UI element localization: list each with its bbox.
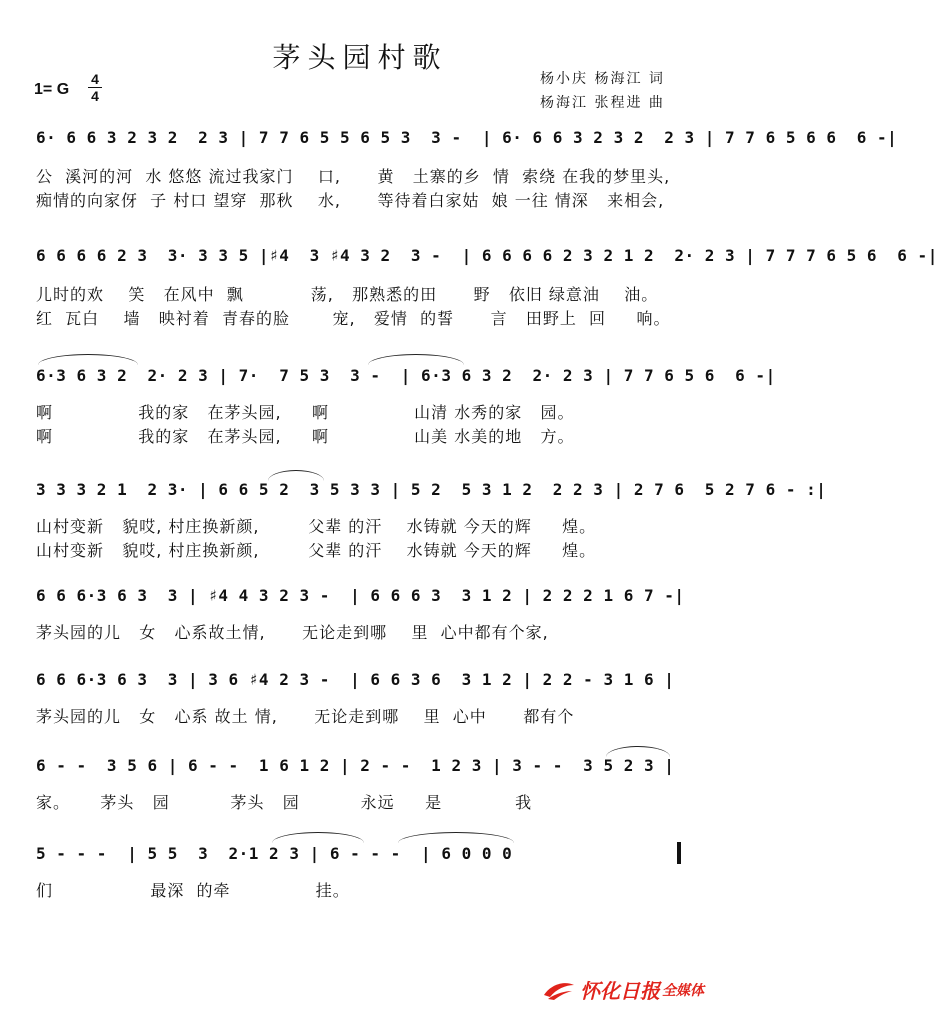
time-signature (88, 72, 102, 103)
final-barline (677, 842, 681, 864)
time-signature-bottom: 4 (91, 88, 99, 104)
notation-line: 3 3 3 2 1 2 3· | 6 6 5 2 3 5 3 3 | 5 2 5 3 1 2 2 2 3 | 2 7 6 5 2 7 6 - :| (36, 480, 827, 499)
watermark-text: 怀化日报 (580, 979, 660, 1003)
notation-line: 6 6 6 6 2 3 3· 3 3 5 |♯4 3 ♯4 3 2 3 - | 6 6 6 6 2 3 2 1 2 2· 2 3 | 7 7 7 6 5 6 6 -| (36, 246, 938, 265)
notation-line: 6 6 6·3 6 3 3 | 3 6 ♯4 2 3 - | 6 6 3 6 3 1 2 | 2 2 - 3 1 6 | (36, 670, 675, 689)
lyric-line: 们 最深 的牵 挂。 (36, 881, 350, 900)
lyric-verse-1: 山村变新 貌哎, 村庄换新颜, 父辈 的汗 水铸就 今天的辉 煌。 (36, 517, 597, 536)
lyric-verse-2: 痴情的向家伢 子 村口 望穿 那秋 水, 等待着白家姑 娘 一往 情深 来相会, (36, 191, 665, 210)
swoosh-logo-icon (542, 979, 576, 1001)
lyric-verse-2: 红 瓦白 墙 映衬着 青春的脸 宠, 爱情 的誓 言 田野上 回 响。 (36, 309, 671, 328)
lyric-line: 家。 茅头 园 茅头 园 永远 是 我 (36, 793, 533, 812)
slur-mark (38, 354, 138, 365)
lyric-verse-2: 山村变新 貌哎, 村庄换新颜, 父辈 的汗 水铸就 今天的辉 煌。 (36, 541, 597, 560)
slur-mark (272, 832, 364, 843)
notation-line: 6· 6 6 3 2 3 2 2 3 | 7 7 6 5 5 6 5 3 3 - | 6· 6 6 3 2 3 2 2 3 | 7 7 6 5 6 6 6 -| (36, 128, 898, 147)
lyric-line: 茅头园的儿 女 心系 故土 情, 无论走到哪 里 心中 都有个 (36, 707, 575, 726)
watermark-subtext: 全媒体 (662, 982, 704, 999)
slur-mark (398, 832, 514, 843)
lyric-verse-1: 啊 我的家 在茅头园, 啊 山清 水秀的家 园。 (36, 403, 575, 422)
lyric-verse-2: 啊 我的家 在茅头园, 啊 山美 水美的地 方。 (36, 427, 575, 446)
lyricist-credit: 杨小庆 杨海江 词 (540, 71, 665, 87)
notation-line: 6 - - 3 5 6 | 6 - - 1 6 1 2 | 2 - - 1 2 3 | 3 - - 3 5 2 3 | (36, 756, 675, 775)
notation-line: 6 6 6·3 6 3 3 | ♯4 4 3 2 3 - | 6 6 6 3 3 1 2 | 2 2 2 1 6 7 -| (36, 586, 685, 605)
key-signature: 1= G (34, 81, 70, 98)
lyric-verse-1: 儿时的欢 笑 在风中 飘 荡, 那熟悉的田 野 依旧 绿意油 油。 (36, 285, 659, 304)
composer-credit: 杨海江 张程进 曲 (540, 95, 665, 111)
newspaper-watermark (542, 975, 704, 1004)
song-title: 茅头园村歌 (272, 41, 448, 74)
time-signature-top: 4 (91, 71, 99, 87)
slur-mark (368, 354, 464, 365)
lyric-verse-1: 公 溪河的河 水 悠悠 流过我家门 口, 黄 土寨的乡 情 索绕 在我的梦里头, (36, 167, 671, 186)
notation-line: 5 - - - | 5 5 3 2·1 2 3 | 6 - - - | 6 0 0 0 (36, 844, 523, 863)
notation-line: 6·3 6 3 2 2· 2 3 | 7· 7 5 3 3 - | 6·3 6 3 2 2· 2 3 | 7 7 6 5 6 6 -| (36, 366, 776, 385)
lyric-line: 茅头园的儿 女 心系故土情, 无论走到哪 里 心中都有个家, (36, 623, 549, 642)
